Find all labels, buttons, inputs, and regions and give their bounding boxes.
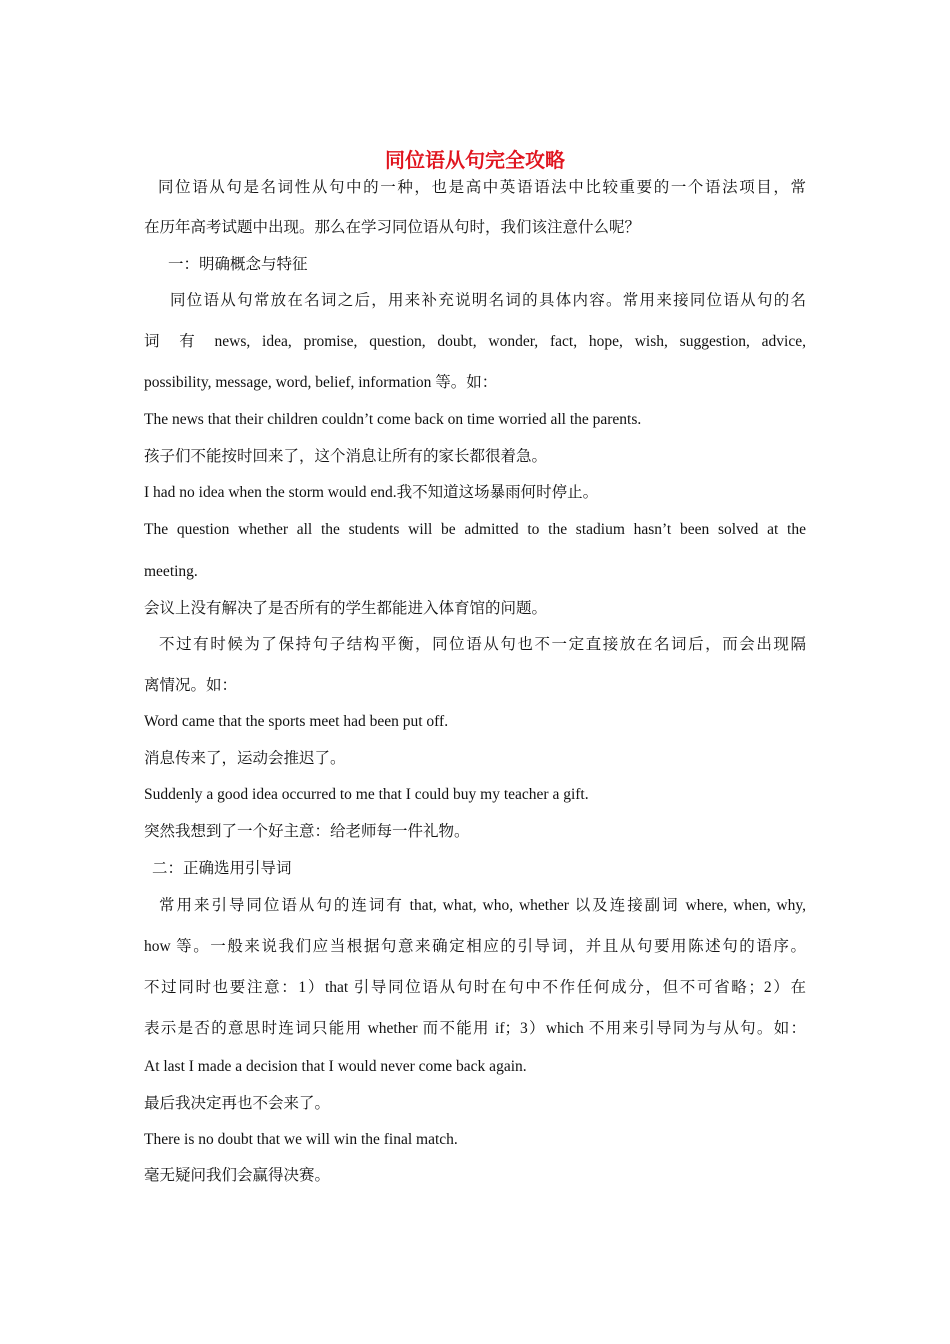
example-sentence-continued: meeting. — [144, 563, 198, 580]
section1-paragraph-line-3: possibility, message, word, belief, information 等。如： — [144, 374, 498, 391]
section2-paragraph-line-4: 表示是否的意思时连词只能用 whether 而不能用 if；3）which 不用来引导同为与从句。如： — [144, 1020, 806, 1037]
example-sentence: There is no doubt that we will win the final match. — [144, 1131, 458, 1148]
intro-line-2: 在历年高考试题中出现。那么在学习同位语从句时，我们该注意什么呢？ — [144, 219, 641, 236]
intro-line-1: 同位语从句是名词性从句中的一种，也是高中英语语法中比较重要的一个语法项目，常 — [158, 179, 806, 196]
document-title: 同位语从句完全攻略 — [385, 150, 565, 172]
example-sentence: The news that their children couldn’t come back on time worried all the parents. — [144, 411, 642, 428]
example-translation: 会议上没有解决了是否所有的学生都能进入体育馆的问题。 — [144, 600, 548, 617]
example-translation: 突然我想到了一个好主意：给老师每一件礼物。 — [144, 823, 470, 840]
example-sentence: I had no idea when the storm would end.我不知道这场暴雨何时停止。 — [144, 484, 599, 501]
section2-paragraph-line-1: 常用来引导同位语从句的连词有 that, what, who, whether 以及连接副词 where, when, why, — [159, 897, 806, 914]
example-translation: 消息传来了，运动会推迟了。 — [144, 750, 346, 767]
section1-paragraph-line-2: 词 有 news, idea, promise, question, doubt, wonder, fact, hope, wish, suggestion, advice, — [144, 333, 806, 350]
section1-paragraph2-line-1: 不过有时候为了保持句子结构平衡，同位语从句也不一定直接放在名词后，而会出现隔 — [159, 636, 806, 653]
section1-paragraph-line-1: 同位语从句常放在名词之后，用来补充说明名词的具体内容。常用来接同位语从句的名 — [170, 292, 806, 309]
example-sentence: At last I made a decision that I would never come back again. — [144, 1058, 527, 1075]
example-translation: 孩子们不能按时回来了，这个消息让所有的家长都很着急。 — [144, 448, 548, 465]
example-sentence: Suddenly a good idea occurred to me that I could buy my teacher a gift. — [144, 786, 589, 803]
section1-paragraph2-line-2: 离情况。如： — [144, 677, 238, 694]
example-sentence: Word came that the sports meet had been put off. — [144, 713, 449, 730]
section2-paragraph-line-3: 不过同时也要注意：1）that 引导同位语从句时在句中不作任何成分，但不可省略；2）在 — [144, 979, 806, 996]
section2-paragraph-line-2: how 等。一般来说我们应当根据句意来确定相应的引导词，并且从句要用陈述句的语序。 — [144, 938, 806, 955]
example-sentence: The question whether all the students will be admitted to the stadium hasn’t been solved at the — [144, 521, 806, 538]
example-translation: 毫无疑问我们会赢得决赛。 — [144, 1167, 331, 1184]
section2-heading: 二：正确选用引导词 — [152, 860, 292, 877]
section1-heading: 一：明确概念与特征 — [168, 256, 308, 273]
example-translation: 最后我决定再也不会来了。 — [144, 1095, 331, 1112]
